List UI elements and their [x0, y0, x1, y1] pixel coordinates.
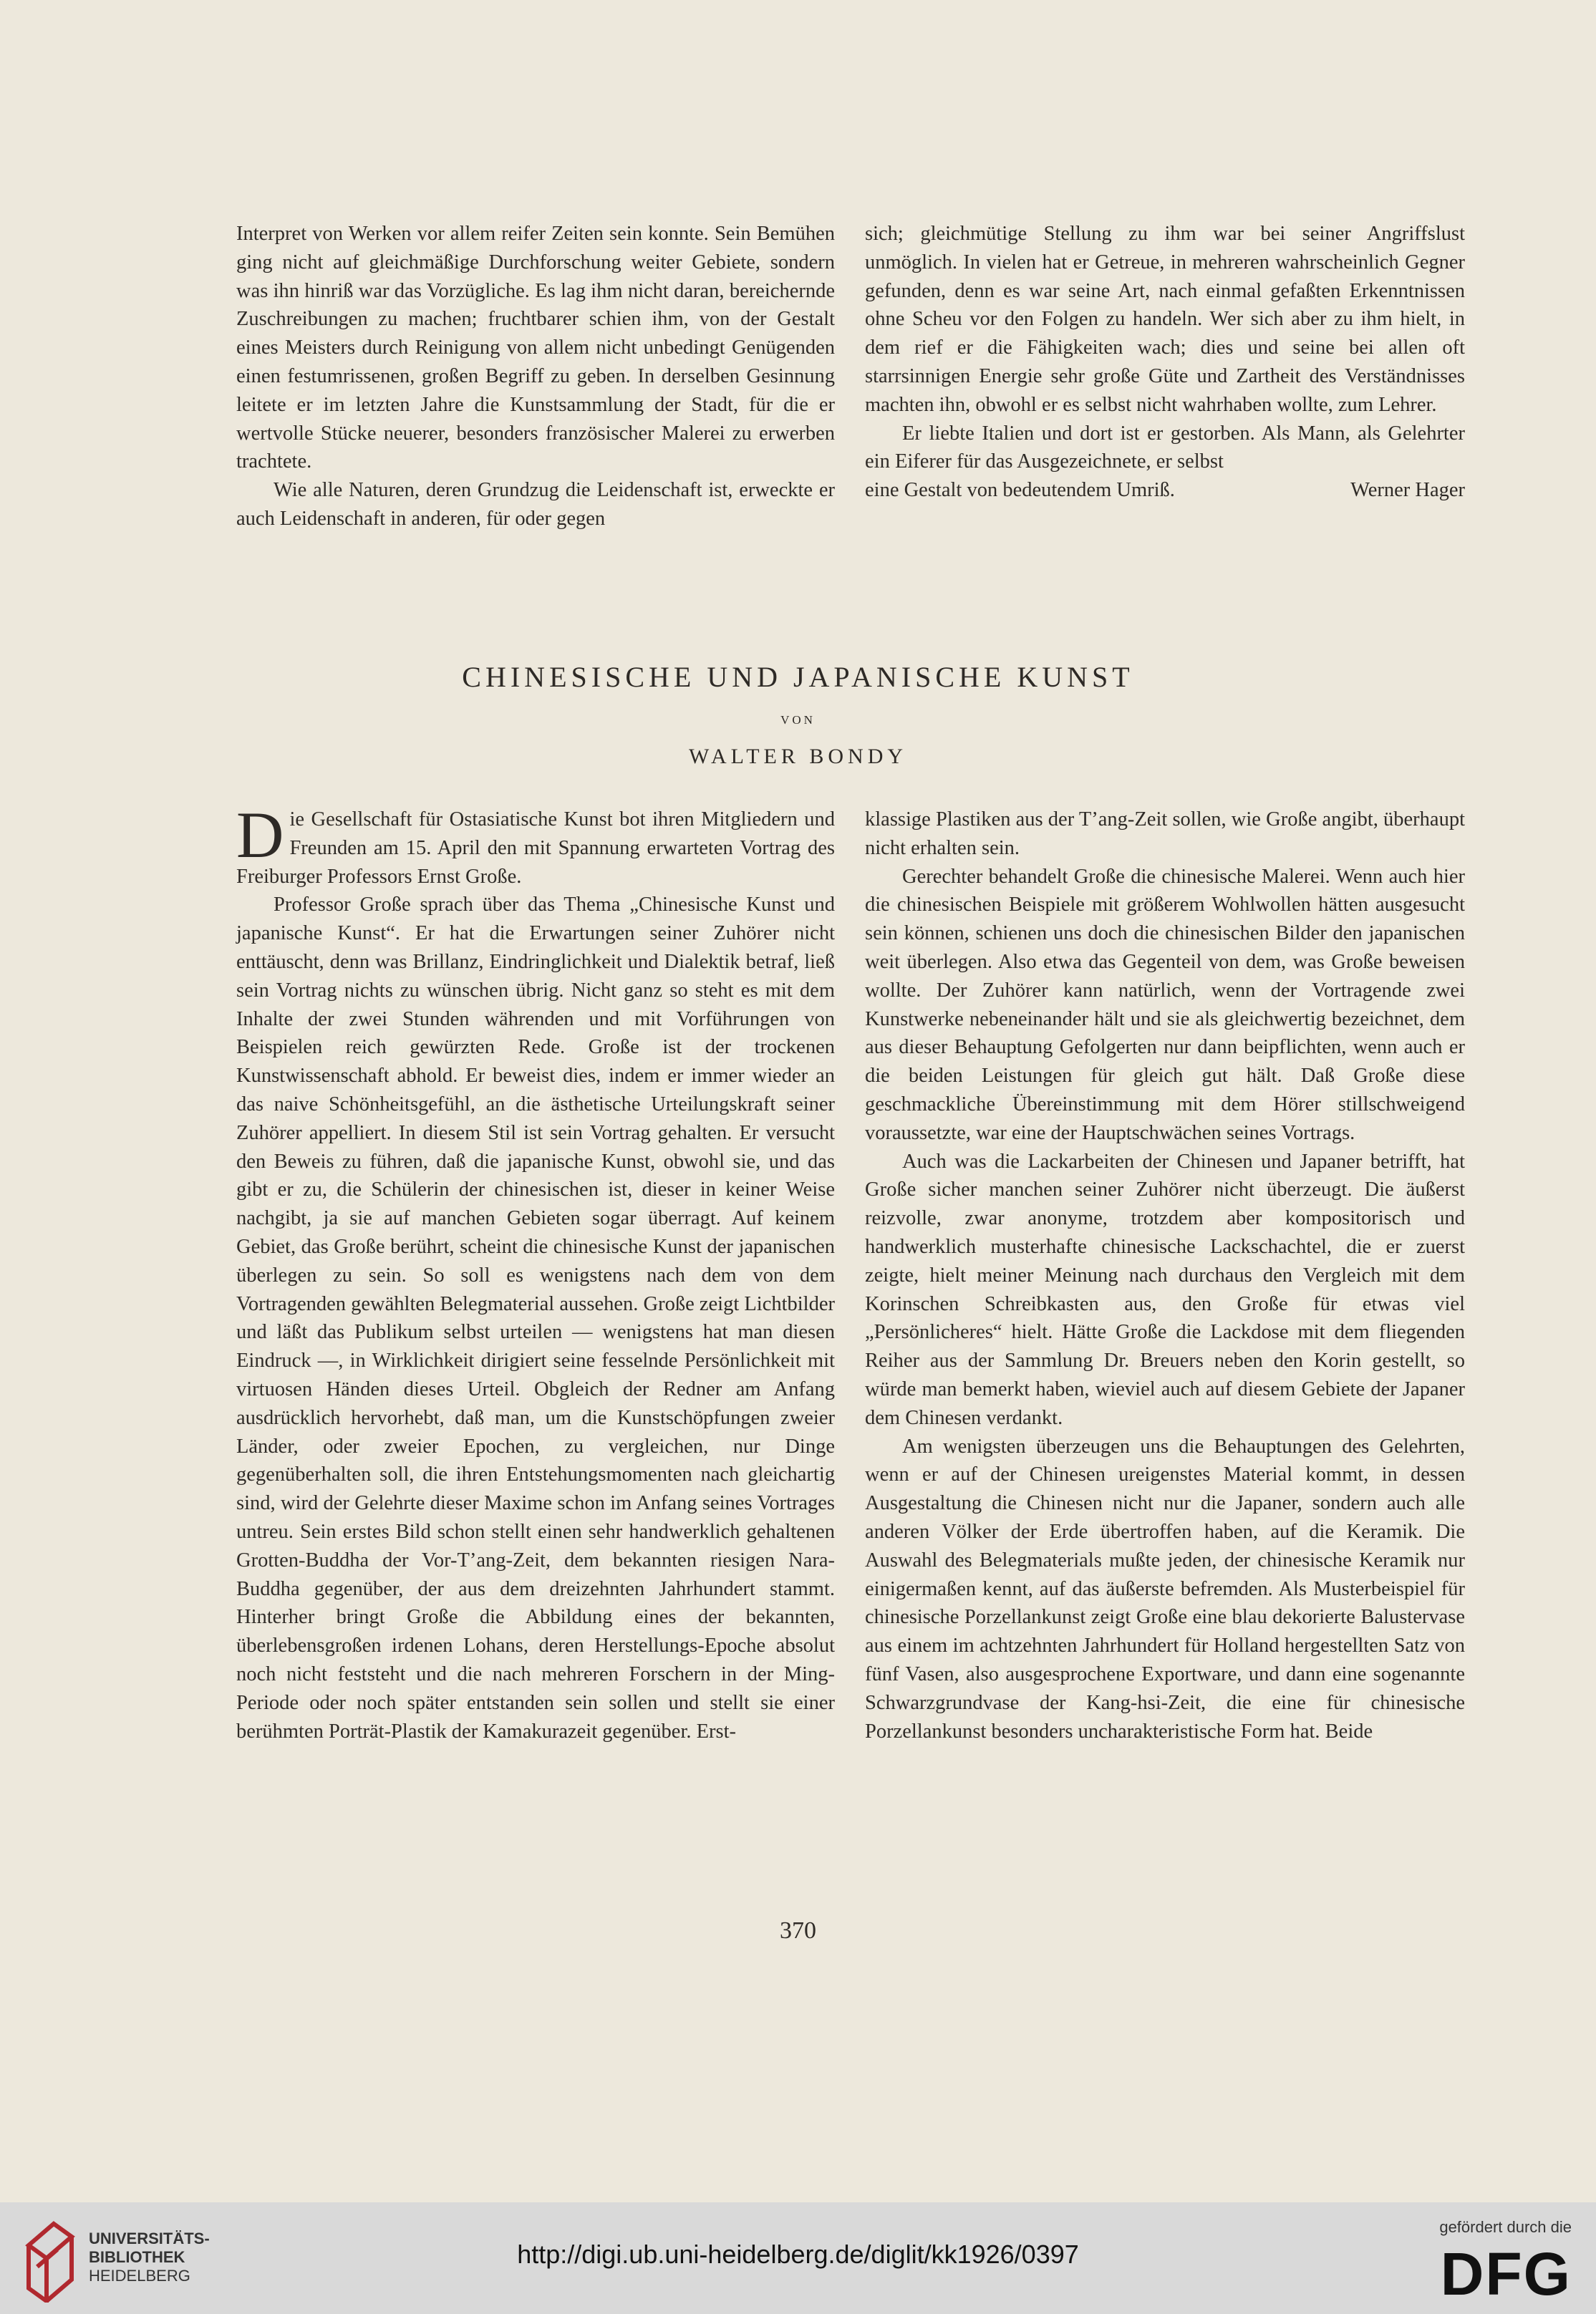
article-author: WALTER BONDY — [688, 745, 908, 768]
paragraph: Wie alle Naturen, deren Grundzug die Leidenschaft ist, erweckte er auch Leidenschaft in anderen, für oder gegen — [236, 479, 835, 530]
paragraph: sich; gleichmütige Stellung zu ihm war bei seiner Angriffslust unmöglich. In vielen hat er Getreue, in mehreren wahrscheinlich Gegner gefunden, denn es war seine Art, nach einmal gefaßten Erkenntnissen ohne Scheu vor den Folgen zu handeln. Wer sich aber zu ihm hielt, in dem rief er die Fähigkeiten wach; dies und seine bei allen oft starrsinnigen Energie sehr große Güte und Zartheit des Verständnisses machten ihn, obwohl er es selbst nicht wahrhaben wollte, zum Lehrer. — [865, 223, 1465, 416]
paragraph: Professor Große sprach über das Thema „Chinesische Kunst und japanische Kunst“. Er hat die Erwartungen seiner Zuhörer nicht enttäuscht, denn was Brillanz, Eindringlichkeit und Dialektik betraf, ließ sein Vortrag nichts zu wünschen übrig. Nicht ganz so steht es mit dem Inhalte der zwei Stunden währenden und mit Vorführungen von Beispielen reich gewürzten Rede. Große ist der trockenen Kunstwissenschaft abhold. Er beweist dies, indem er immer wieder an das naive Schönheitsgefühl, an die ästhetische Urteilungskraft seiner Zuhörer appelliert. In diesem Stil ist sein Vortrag gehalten. Er versucht den Beweis zu führen, daß die japanische Kunst, obwohl sie, und das gibt er zu, die Schülerin der chinesischen ist, dieser in keiner Weise nachgibt, ja sie auf manchen Gebieten sogar überragt. Auf keinem Gebiet, das Große berührt, scheint die chinesische Kunst der japanischen überlegen zu sein. So soll es wenigstens nach dem von dem Vortragenden gewählten Belegmaterial aussehen. Große zeigt Lichtbilder und läßt das Publikum selbst urteilen — wenigstens hat man diesen Eindruck —, in Wirklichkeit dirigiert seine fesselnde Persönlichkeit mit virtuosen Händen dieses Urteil. Obgleich der Redner am Anfang ausdrücklich hervorhebt, daß man, um die Kunstschöpfungen zweier Länder, oder zweier Epochen, zu vergleichen, nur Dinge gegenüberhalten soll, die ihren Entstehungsmomenten nach gleichartig sind, wird der Gelehrte dieser Maxime schon im Anfang seines Vortrages untreu. Sein erstes Bild schon stellt einen sehr handwerklich gehaltenen Grotten-Buddha der Vor-T’ang-Zeit, dem bekannten riesigen Nara-Buddha gegenüber, der aus dem dreizehnten Jahrhundert stammt. Hinterher bringt Große die Abbildung eines der bekannten, überlebensgroßen irdenen Lohans, deren Herstellungs-Epoche absolut noch nicht feststeht und die nach mehreren Forschern in der Ming-Periode oder noch später entstanden sein sollen und stellt sie einer berühmten Porträt-Plastik der Kamakurazeit gegenüber. Erst- — [236, 894, 835, 1743]
dfg-logo: DFG — [1440, 2240, 1572, 2308]
paragraph: Am wenigsten überzeugen uns die Behauptungen des Gelehrten, wenn er auf der Chinesen ureigenstes Material kommt, in dessen Ausgestaltung die Chinesen nicht nur die Japaner, sondern auch alle anderen Völker der Erde übertroffen haben, auf die Keramik. Die Auswahl des Belegmaterials mußte jeden, der chinesische Keramik nur einigermaßen kennt, auf das äußerste befremden. Als Musterbeispiel für chinesische Porzellankunst zeigt Große eine blau dekorierte Balustervase aus einem im achtzehnten Jahrhundert für Holland hergestellten Satz von fünf Vasen, also ausgesprochene Exportware, und dann eine sogenannte Schwarzgrundvase der Kang-hsi-Zeit, die eine für chinesische Porzellankunst besonders uncharakteristische Form hat. Beide — [865, 1435, 1465, 1743]
article-byline-von: VON — [780, 713, 816, 727]
article-column-right — [865, 805, 1465, 1746]
footer-bar — [0, 2202, 1596, 2314]
article-title: CHINESISCHE UND JAPANISCHE KUNST — [462, 661, 1134, 693]
paragraph: Er liebte Italien und dort ist er gestorben. Als Mann, als Gelehrter ein Eiferer für das Ausgezeichnete, er selbst — [865, 422, 1465, 473]
continuation-column-left — [236, 220, 835, 533]
paragraph: Auch was die Lackarbeiten der Chinesen und Japaner betrifft, hat Große sicher manchen seiner Zuhörer nicht überzeugt. Die äußerst reizvolle, zwar anonyme, trotzdem aber kompositorisch und handwerklich musterhafte chinesische Lackschachtel, die er zuerst zeigte, hielt meiner Meinung nach durchaus den Vergleich mit dem Korinschen Schreibkasten aus, den Große für etwas viel „Persönlicheres“ hielt. Hätte Große die Lackdose mit dem fliegenden Reiher aus der Sammlung Dr. Breuers neben den Korin gestellt, so würde man bemerkt haben, wieviel auch auf diesem Gebiete der Japaner dem Chinesen verdankt. — [865, 1150, 1465, 1429]
paragraph-opening — [236, 798, 835, 891]
closing-text: eine Gestalt von bedeutendem Umriß. — [865, 479, 1175, 502]
opening-text: ie Gesellschaft für Ostasiatische Kunst bot ihren Mitgliedern und Freunden am 15. April den mit Spannung erwarteten Vortrag des Freiburger Professors Ernst Große. — [236, 808, 835, 888]
library-name-line: HEIDELBERG — [89, 2267, 190, 2285]
page-number: 370 — [780, 1917, 816, 1944]
library-name-line: UNIVERSITÄTS- — [89, 2230, 210, 2247]
paragraph: klassige Plastiken aus der T’ang-Zeit sollen, wie Große angibt, überhaupt nicht erhalten sein. — [865, 808, 1465, 859]
paragraph: Interpret von Werken vor allem reifer Zeiten sein konnte. Sein Bemühen ging nicht auf gleichmäßige Durchforschung weiter Gebiete, sondern was ihn hinriß war das Vorzügliche. Es lag ihm nicht daran, bereichernde Zuschreibungen zu machen; fruchtbarer schien ihm, von der Gestalt eines Meisters durch Reinigung von allem nicht unbedingt Genügenden einen festumrissenen, großen Begriff zu geben. In derselben Gesinnung leitete er im letzten Jahre die Kunstsammlung der Stadt, für die er wertvolle Stücke neuerer, besonders französischer Malerei zu erwerben trachtete. — [236, 223, 835, 473]
author-signature: Werner Hager — [1350, 479, 1465, 502]
library-name-line: BIBLIOTHEK — [89, 2248, 185, 2266]
paragraph: Gerechter behandelt Große die chinesische Malerei. Wenn auch hier die chinesischen Beispiele mit größerem Wohlwollen hätten ausgesucht sein können, schienen uns doch die chinesischen Bilder den japanischen weit überlegen. Also etwa das Gegenteil von dem, was Große beweisen wollte. Der Zuhörer kann natürlich, wenn der Vortragende zwei Kunstwerke nebeneinander hält und sie als gleichwertig bezeichnet, dem aus dieser Behauptung Gefolgerten nur dann beipflichten, wenn auch er die beiden Leistungen für gleich gut hält. Daß Große diese geschmackliche Übereinstimmung mit dem Hörer stillschweigend voraussetzte, war eine der Hauptschwächen seines Vortrags. — [865, 865, 1465, 1144]
permalink-url[interactable]: http://digi.ub.uni-heidelberg.de/diglit/kk1926/0397 — [517, 2240, 1079, 2269]
drop-cap: D — [236, 798, 284, 871]
article-column-left — [236, 798, 835, 1746]
dfg-caption: gefördert durch die — [1439, 2218, 1572, 2236]
continuation-column-right — [865, 220, 1465, 505]
closing-line — [865, 476, 1465, 505]
